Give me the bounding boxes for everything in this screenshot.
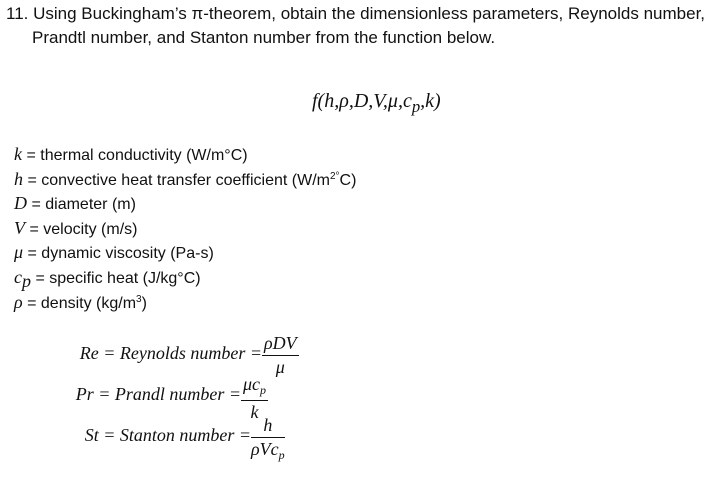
definition-row: D = diameter (m): [14, 193, 136, 214]
reynolds-fraction: [262, 333, 299, 380]
definition-row: k = thermal conductivity (W/m°C): [14, 144, 248, 164]
definition-row: μ = dynamic viscosity (Pa-s): [14, 242, 214, 263]
stanton-fraction: [251, 415, 285, 466]
function-main: f(h,ρ,D,V,μ,c: [312, 90, 412, 112]
definition-row: ρ = density $(kg/m^3)$: [14, 291, 147, 312]
reynolds-equation: [0, 333, 262, 373]
function-subscript: p: [411, 97, 421, 116]
reynolds-denominator: μ: [275, 357, 285, 377]
function-expression: [312, 90, 441, 117]
stanton-numerator: h: [251, 415, 285, 438]
variable-definitions: [14, 142, 356, 314]
question-line-2: Prandtl number, and Stanton number from the function below.: [32, 28, 496, 47]
definition-row: $c_p$ = specific heat (J/kg°C): [14, 266, 201, 292]
stanton-lhs: St = Stanton number =: [84, 425, 251, 445]
prandtl-equation: [0, 374, 241, 414]
function-tail: ,k): [420, 90, 441, 112]
reynolds-lhs: Re = Reynolds number =: [79, 343, 262, 363]
stanton-equation: [0, 415, 251, 455]
definition-row: V = velocity (m/s): [14, 217, 138, 238]
question-text: [6, 2, 720, 50]
prandtl-lhs: Pr = Prandl number =: [75, 384, 241, 404]
prandtl-numerator: $\mu c_p$: [241, 374, 268, 401]
stanton-denominator: ρVc$_p$: [251, 439, 285, 463]
prandtl-denominator: k: [250, 402, 259, 423]
question-line-1: 11. Using Buckingham’s π-theorem, obtain the dimensionless parameters, Reynolds number,: [6, 4, 706, 23]
reynolds-numerator: ρDV: [262, 333, 299, 356]
definition-row: h = convective heat transfer coefficient $(W/m^{2^\circ}C)$: [14, 168, 357, 189]
